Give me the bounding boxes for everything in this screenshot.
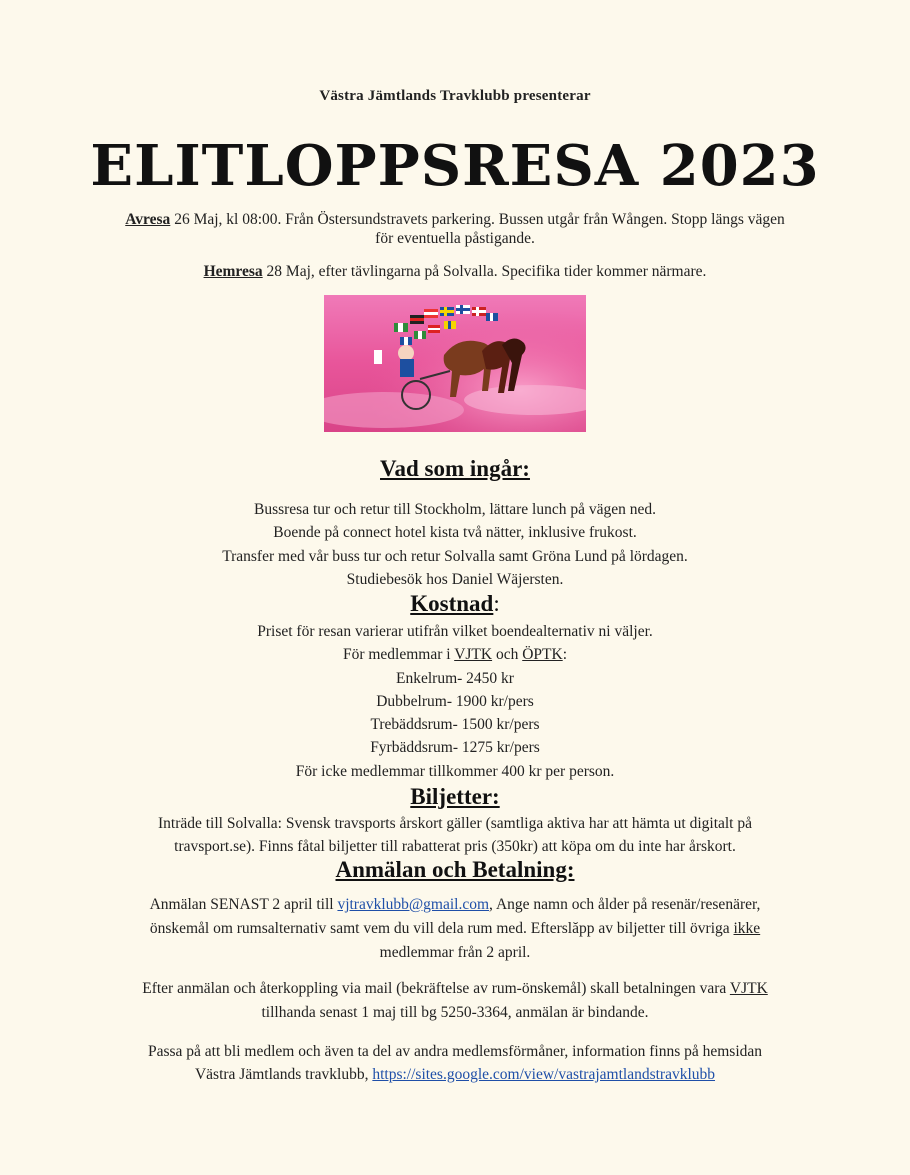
departure-label: Avresa [125,211,171,228]
cost-heading-colon: : [493,591,500,616]
return-label: Hemresa [203,263,263,280]
presenter-line: Västra Jämtlands Travklubb presenterar [319,88,591,104]
reg-prefix: Anmälan SENAST 2 april till [149,896,338,913]
cost-details [0,620,910,783]
payment-line2: tillhanda senast 1 maj till bg 5250-3364, anmälan är bindande. [261,1004,649,1021]
reg-line2: önskemål om rumsalternativ samt vem du vill dela rum med. Efterslăpp av biljetter till övriga [149,920,734,937]
departure-text-line2: för eventuella påstigande. [375,230,535,247]
payment-club: VJTK [729,980,768,997]
registration-heading: Anmälan och Betalning: [335,857,575,882]
price-single: Enkelrum- 2450 kr [396,669,514,687]
members-line [0,643,910,666]
website-link[interactable]: https://sites.google.com/view/vastrajamtlandstravklubb [372,1066,716,1083]
price-double: Dubbelrum- 1900 kr/pers [376,692,534,710]
included-item: Bussresa tur och retur till Stockholm, lättare lunch på vägen ned. [253,501,657,518]
non-member-fee: För icke medlemmar tillkommer 400 kr per person. [295,762,615,780]
members-suffix: : [562,646,568,664]
club-optk: ÖPTK [522,646,563,664]
return-info [95,262,815,281]
members-prefix: För medlemmar i [342,646,455,664]
departure-info [95,210,815,248]
tickets-line: travsport.se). Finns fåtal biljetter till rabatterat pris (350kr) att köpa om du inte har årskort. [174,838,736,856]
return-text: 28 Maj, efter tävlingarna på Solvalla. Specifika tider kommer närmare. [262,263,707,280]
email-link[interactable]: vjtravklubb@gmail.com [337,896,490,913]
page-title: ELITLOPPSRESA 2023 [90,133,820,199]
reg-line3: medlemmar från 2 april. [379,944,531,961]
price-triple: Trebäddsrum- 1500 kr/pers [370,716,540,734]
cost-heading-text: Kostnad [410,591,494,616]
payment-line1: Efter anmälan och återkoppling via mail (bekräftelse av rum-önskemål) skall betalningen vara [142,980,730,997]
included-item: Boende på connect hotel kista två nätter, inklusive frukost. [273,524,637,542]
included-list [0,498,910,591]
included-item: Transfer med vår buss tur och retur Solvalla samt Gröna Lund på lördagen. [222,547,688,565]
tickets-heading: Biljetter: [410,784,500,809]
trotting-race-image [324,295,586,432]
included-heading: Vad som ingår: [380,456,530,481]
tickets-text [0,812,910,859]
registration-paragraph [0,893,910,965]
included-item: Studiebesök hos Daniel Wäjersten. [346,570,564,588]
departure-text: 26 Maj, kl 08:00. Från Östersundstravets parkering. Bussen utgår från Wången. Stopp längs vägen [170,211,785,228]
price-quad: Fyrbäddsrum- 1275 kr/pers [370,739,540,757]
club-vjtk: VJTK [454,646,493,664]
reg-ikke: ikke [733,920,761,937]
membership-line2: Västra Jämtlands travklubb, [194,1066,373,1083]
reg-suffix: , Ange namn och ålder på resenär/resenärer, [489,896,761,913]
membership-paragraph [0,1040,910,1086]
membership-line1: Passa på att bli medlem och även ta del av andra medlemsförmåner, information finns på hemsidan [147,1043,763,1060]
cost-heading [0,591,910,617]
tickets-line: Inträde till Solvalla: Svensk travsports årskort gäller (samtliga aktiva har att hämta ut digitalt på [157,815,752,832]
members-and: och [492,646,523,664]
cost-intro: Priset för resan varierar utifrån vilket boendealternativ ni väljer. [257,623,653,640]
payment-paragraph [0,977,910,1025]
